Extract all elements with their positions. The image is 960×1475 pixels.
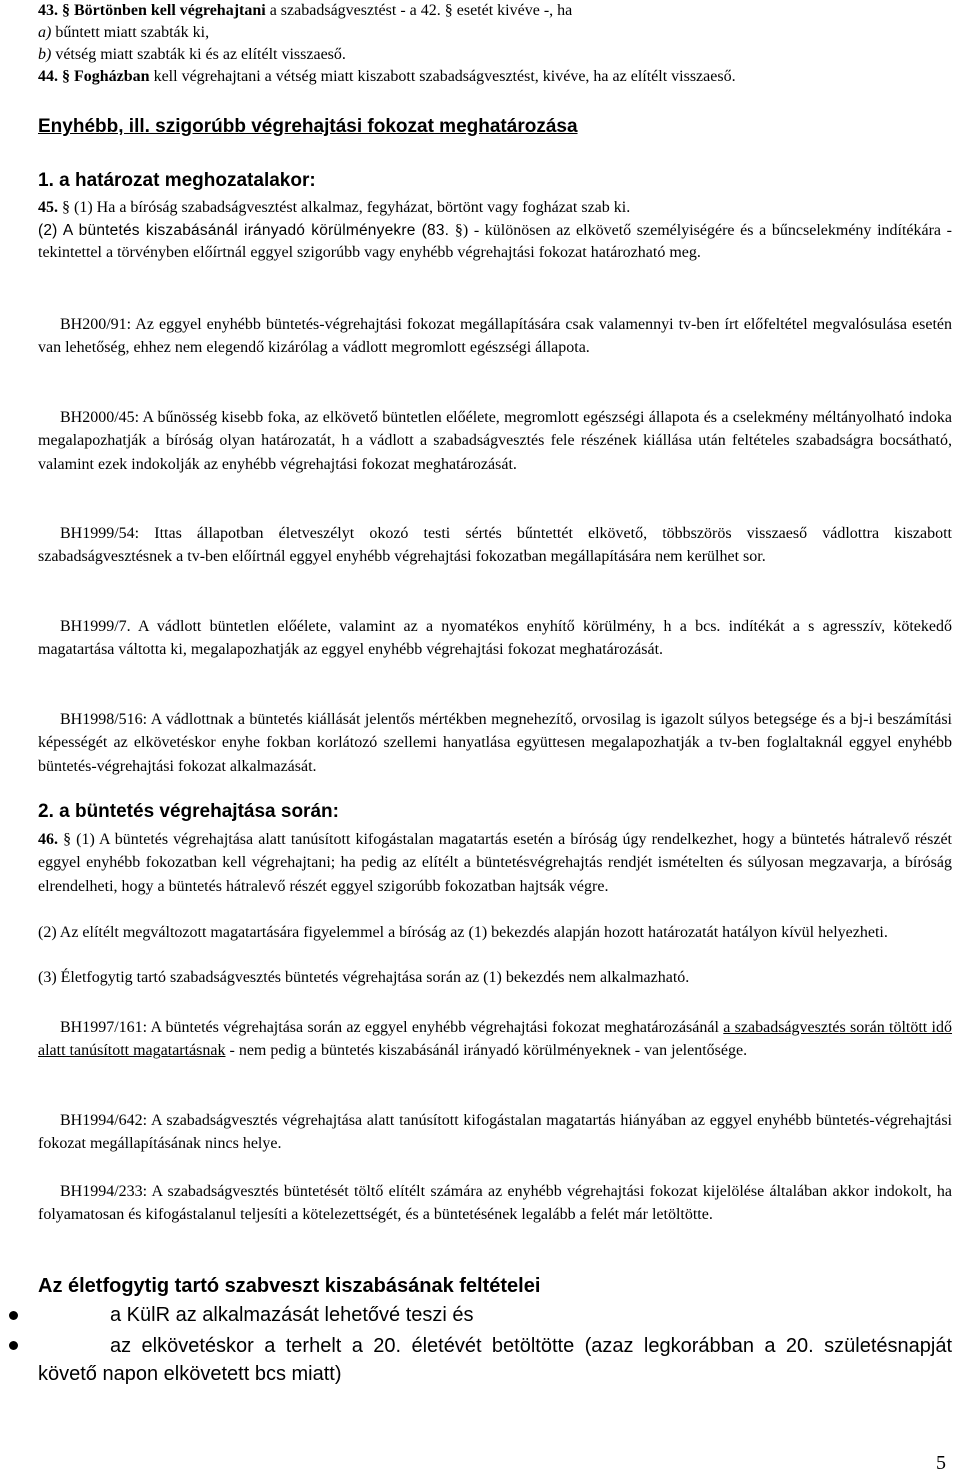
section-text: kell végrehajtani a vétség miatt kiszabott szabadságvesztést, kivéve, ha az elítélt visszaeső. xyxy=(153,68,736,85)
bullet-item-2: az elkövetéskor a terhelt a 20. életévét betöltötte (azaz legkorábban a 20. születésnapját követő napon elkövetett bcs miatt) xyxy=(38,1335,952,1385)
bh-1999-54: BH1999/54: Ittas állapotban életveszélyt okozó testi sértés bűntettét elkövető, többszörös visszaeső vádlottra kiszabott szabadságvesztésnek a tv-ben előírtnál eggyel enyhébb végrehajtási fokozatban megállapítására nem kerülhet sor. xyxy=(38,525,952,566)
paragraph-46-2: (2) Az elítélt megváltozott magatartására figyelemmel a bíróság az (1) bekezdés alapján hozott határozatát hatályon kívül helyezheti. xyxy=(38,924,888,941)
section-number: 43. xyxy=(38,2,58,19)
bh-2000-45: BH2000/45: A bűnösség kisebb foka, az elkövető büntetlen előélete, megromlott egészségi állapota és a cselekmény méltányolható indoka megalapozhatják a bíróság olyan határozatát, h a vádlott a szabadságvesztés fele részének kiállása után feltételes szabadságra bocsátható, valamint ezek indokolják az enyhébb végrehajtási fokozat meghatározását. xyxy=(38,409,952,473)
list-letter: b) xyxy=(38,46,52,63)
bh-1997-161-text-b: - nem pedig a büntetés kiszabásánál irányadó körülményeknek - van jelentősége. xyxy=(229,1042,748,1060)
section-text: § (1) Ha a bíróság szabadságvesztést alkalmaz, fegyházat, börtönt vagy fogházat szab ki. xyxy=(62,199,631,216)
section-title: § Börtönben kell végrehajtani xyxy=(62,2,266,19)
bullet-icon xyxy=(9,1341,18,1350)
bh-1994-233: BH1994/233: A szabadságvesztés büntetését töltő elítélt számára az enyhébb végrehajtási fokozat kijelölése általában akkor indokolt, ha folyamatosan és kifogástalanul teljesíti a kötelezettségét, és a büntetésének legalább a felét már letöltötte. xyxy=(38,1183,952,1224)
section1-title: 1. a határozat meghozatalakor: xyxy=(38,170,316,191)
paragraph-43-a xyxy=(38,22,952,44)
paragraph-44 xyxy=(38,66,952,88)
section2-title: 2. a büntetés végrehajtása során: xyxy=(38,801,339,822)
paragraph-45-1 xyxy=(38,197,952,219)
bullet-item-1: a KülR az alkalmazását lehetővé teszi és xyxy=(110,1304,474,1326)
paragraph-45-2-intro: (2) A büntetés kiszabásánál irányadó körülményekre (83. xyxy=(38,222,450,239)
life-sentence-heading: Az életfogytig tartó szabveszt kiszabásának feltételei xyxy=(38,1275,541,1297)
bh-1997-161-text-a: BH1997/161: A büntetés végrehajtása során az eggyel enyhébb végrehajtási fokozat meghatározásánál xyxy=(60,1019,719,1036)
section-number: 46. xyxy=(38,831,58,848)
paragraph-43 xyxy=(38,0,952,22)
paragraph-46-3: (3) Életfogytig tartó szabadságvesztés büntetés végrehajtása során az (1) bekezdés nem alkalmazható. xyxy=(38,969,690,986)
list-letter: a) xyxy=(38,24,52,41)
list-text: bűntett miatt szabták ki, xyxy=(55,24,210,41)
heading-main: Enyhébb, ill. szigorúbb végrehajtási fokozat meghatározása xyxy=(38,116,578,137)
list-text: vétség miatt szabták ki és az elítélt visszaeső. xyxy=(55,46,346,63)
bh-1997-161 xyxy=(38,1016,952,1063)
paragraph-45-2 xyxy=(38,220,952,264)
section-title: § Fogházban xyxy=(62,68,150,85)
bh-200-91: BH200/91: Az eggyel enyhébb büntetés-végrehajtási fokozat megállapítására csak valamennyi tv-ben írt előfeltétel megvalósulása esetén van lehetőség, ehhez nem elegendő kizárólag a vádlott megromlott egészségi állapota. xyxy=(38,316,952,356)
bh-1997-161-underlined: a szabadságvesztés során töltött idő alatt tanúsított magatartásnak xyxy=(38,1019,953,1060)
bullet-icon xyxy=(9,1311,18,1320)
page-number: 5 xyxy=(936,1452,946,1474)
section-number: 45. xyxy=(38,199,58,216)
paragraph-46-1 xyxy=(38,828,952,898)
section-number: 44. xyxy=(38,68,58,85)
bh-1994-642: BH1994/642: A szabadságvesztés végrehajtása alatt tanúsított kifogástalan magatartás hiányában az eggyel enyhébb büntetés-végrehajtási fokozat megállapításának nincs helye. xyxy=(38,1112,952,1153)
section-text: § (1) A büntetés végrehajtása alatt tanúsított kifogástalan magatartás esetén a bíróság úgy rendelkezhet, hogy a büntetés hátralevő részét eggyel enyhébb fokozatban kell végrehajtani; ha pedig az elítélt a büntetésvégrehajtás rendjét ismételten és súlyosan megzavarja, a bíróság elrendelheti, hogy a büntetés hátralevő részét eggyel szigorúbb fokozatban hajtsák végre. xyxy=(38,831,953,895)
paragraph-43-b xyxy=(38,44,952,66)
section-text: a szabadságvesztést - a 42. § esetét kivéve -, ha xyxy=(269,2,573,19)
bh-1999-7: BH1999/7. A vádlott büntetlen előélete, valamint az a nyomatékos enyhítő körülmény, h a bcs. indítékát a s agresszív, kötekedő magatartása váltotta ki, megalapozhatják az eggyel enyhébb végrehajtási fokozat meghatározását. xyxy=(38,618,952,659)
paragraph-45-2-text: §) - különösen az elkövető személyiségére és a bűncselekmény indítékára - tekintettel a törvényben előírtnál eggyel szigorúbb vagy enyhébb végrehajtási fokozat határozható meg. xyxy=(38,222,953,261)
bh-1998-516: BH1998/516: A vádlottnak a büntetés kiállását jelentős mértékben megnehezítő, orvosilag is igazolt súlyos betegsége és a bj-i beszámítási képességét az elkövetéskor enyhe fokban korlátozó szellemi hanyatlása együttesen megalapozhatják a tv-ben foglaltaknál eggyel enyhébb büntetés-végrehajtási fokozat alkalmazását. xyxy=(38,711,952,775)
